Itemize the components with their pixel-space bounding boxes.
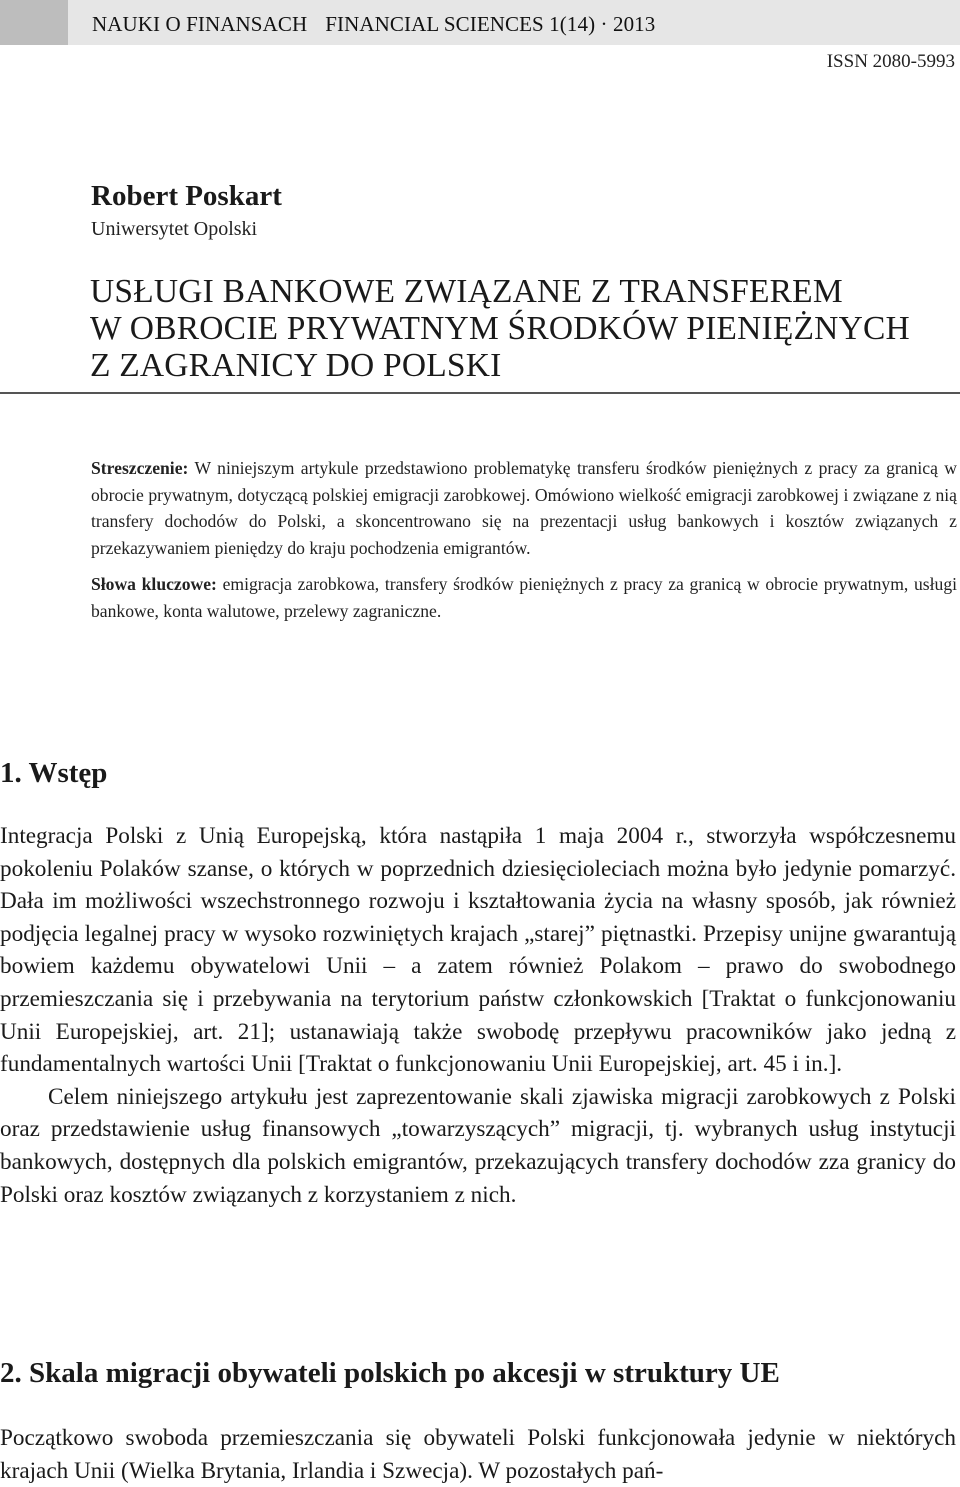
keywords-text: emigracja zarobkowa, transfery środków pieniężnych z pracy za granicą w obrocie prywatnym, usługi bankowe, konta walutowe, przelewy zagraniczne. — [91, 574, 958, 621]
journal-header — [92, 12, 655, 37]
title-divider — [0, 392, 960, 394]
section-1-body — [0, 820, 956, 1211]
title-line-2: W OBROCIE PRYWATNYM ŚRODKÓW PIENIĘŻNYCH — [90, 310, 910, 347]
title-line-1: USŁUGI BANKOWE ZWIĄZANE Z TRANSFEREM — [90, 273, 843, 310]
section-2-body — [0, 1422, 956, 1487]
section-1-heading: 1. Wstęp — [0, 757, 108, 789]
journal-name-pl: NAUKI O FINANSACH — [92, 12, 308, 36]
abstract — [91, 455, 957, 561]
journal-name-en: FINANCIAL SCIENCES 1(14) · 2013 — [325, 12, 656, 36]
abstract-text: W niniejszym artykule przedstawiono problematykę transferu środków pieniężnych z pracy za granicą w obrocie prywatnym, dotyczącą polskiej emigracji zarobkowej. Omówiono wielkość emigracji zarobkowej i związane z nią transfery dochodów do Polski, a skoncentrowano się na prezentacji usług bankowych i kosztów związanych z przekazywaniem pieniędzy do kraju pochodzenia emigrantów. — [91, 458, 957, 558]
paper-title — [90, 273, 910, 384]
header-marker — [0, 0, 68, 45]
section-2-heading: 2. Skala migracji obywateli polskich po akcesji w struktury UE — [0, 1357, 780, 1389]
issn: ISSN 2080-5993 — [826, 51, 955, 72]
section-2-paragraph: Początkowo swoboda przemieszczania się obywateli Polski funkcjonowała jedynie w niektórych krajach Unii (Wielka Brytania, Irlandia i Szwecja). W pozostałych pań- — [0, 1425, 956, 1484]
abstract-block — [91, 455, 957, 625]
section-1-paragraph: Integracja Polski z Unią Europejską, która nastąpiła 1 maja 2004 r., stworzyła współczesnemu pokoleniu Polaków szanse, o których w poprzednich dziesięcioleciach można było jedynie pomarzyć. Dała im możliwości wszechstronnego rozwoju i kształtowania życia na własny sposób, jak również podjęcia legalnej pracy w wysoko rozwiniętych krajach „starej” piętnastki. Przepisy unijne gwarantują bowiem każdemu obywatelowi Unii – a zatem również Polakom – prawo do swobodnego przemieszczania się i przebywania na terytorium państw członkowskich [Traktat o funkcjonowaniu Unii Europejskiej, art. 21]; ustanawiają także swobodę przepływu pracowników jako jedną z fundamentalnych wartości Unii [Traktat o funkcjonowaniu Unii Europejskiej, art. 45 i in.]. — [0, 823, 956, 1078]
section-1-paragraph: Celem niniejszego artykułu jest zaprezentowanie skali zjawiska migracji zarobkowych z Polski oraz przedstawienie usług finansowych „towarzyszących” migracji, tj. wybranych usług instytucji bankowych, dostępnych dla polskich emigrantów, przekazujących transfery dochodów zza granicy do Polski oraz kosztów związanych z korzystaniem z nich. — [0, 1083, 956, 1208]
keywords-label: Słowa kluczowe: — [91, 574, 217, 595]
author-affiliation: Uniwersytet Opolski — [91, 218, 258, 240]
keywords — [91, 571, 957, 624]
abstract-label: Streszczenie: — [91, 458, 189, 478]
title-line-3: Z ZAGRANICY DO POLSKI — [90, 347, 502, 384]
author-name: Robert Poskart — [91, 180, 282, 212]
